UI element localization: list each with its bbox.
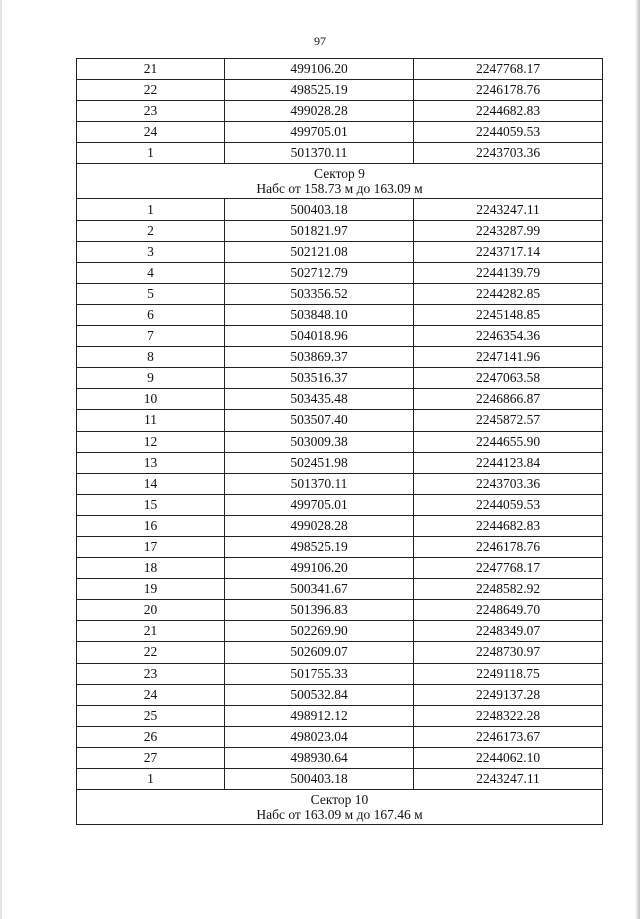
x-coordinate-cell: 501396.83 <box>225 600 414 621</box>
x-coordinate-cell: 502451.98 <box>225 452 414 473</box>
table-row <box>77 431 603 452</box>
point-number-cell: 20 <box>77 600 225 621</box>
point-number-cell: 21 <box>77 59 225 80</box>
table-row <box>77 747 603 768</box>
sector-9-header <box>77 164 603 199</box>
table-row <box>77 663 603 684</box>
y-coordinate-cell: 2244059.53 <box>414 122 603 143</box>
point-number-cell: 10 <box>77 389 225 410</box>
y-coordinate-cell: 2248582.92 <box>414 579 603 600</box>
table-row <box>77 304 603 325</box>
table-row <box>77 515 603 536</box>
x-coordinate-cell: 503848.10 <box>225 304 414 325</box>
table-row <box>77 368 603 389</box>
sector-10-title: Сектор 10 <box>310 792 369 808</box>
y-coordinate-cell: 2245148.85 <box>414 304 603 325</box>
table-row <box>77 101 603 122</box>
point-number-cell: 4 <box>77 262 225 283</box>
x-coordinate-cell: 498912.12 <box>225 705 414 726</box>
point-number-cell: 24 <box>77 122 225 143</box>
y-coordinate-cell: 2247768.17 <box>414 558 603 579</box>
table-row <box>77 494 603 515</box>
point-number-cell: 21 <box>77 621 225 642</box>
x-coordinate-cell: 503009.38 <box>225 431 414 452</box>
x-coordinate-cell: 499705.01 <box>225 494 414 515</box>
point-number-cell: 1 <box>77 143 225 164</box>
x-coordinate-cell: 498023.04 <box>225 726 414 747</box>
x-coordinate-cell: 503516.37 <box>225 368 414 389</box>
point-number-cell: 6 <box>77 304 225 325</box>
y-coordinate-cell: 2249137.28 <box>414 684 603 705</box>
table-row <box>77 220 603 241</box>
table-row <box>77 684 603 705</box>
y-coordinate-cell: 2243287.99 <box>414 220 603 241</box>
point-number-cell: 7 <box>77 326 225 347</box>
y-coordinate-cell: 2246866.87 <box>414 389 603 410</box>
x-coordinate-cell: 498930.64 <box>225 747 414 768</box>
y-coordinate-cell: 2246173.67 <box>414 726 603 747</box>
y-coordinate-cell: 2246354.36 <box>414 326 603 347</box>
x-coordinate-cell: 503356.52 <box>225 283 414 304</box>
point-number-cell: 22 <box>77 80 225 101</box>
table-row <box>77 726 603 747</box>
x-coordinate-cell: 500403.18 <box>225 769 414 790</box>
table-row <box>77 579 603 600</box>
x-coordinate-cell: 503435.48 <box>225 389 414 410</box>
point-number-cell: 27 <box>77 747 225 768</box>
y-coordinate-cell: 2248730.97 <box>414 642 603 663</box>
y-coordinate-cell: 2244282.85 <box>414 283 603 304</box>
point-number-cell: 12 <box>77 431 225 452</box>
y-coordinate-cell: 2244123.84 <box>414 452 603 473</box>
point-number-cell: 13 <box>77 452 225 473</box>
point-number-cell: 11 <box>77 410 225 431</box>
sector-10-header-cell <box>77 790 603 825</box>
x-coordinate-cell: 502609.07 <box>225 642 414 663</box>
point-number-cell: 1 <box>77 199 225 220</box>
x-coordinate-cell: 504018.96 <box>225 326 414 347</box>
x-coordinate-cell: 500341.67 <box>225 579 414 600</box>
y-coordinate-cell: 2246178.76 <box>414 536 603 557</box>
table-row <box>77 769 603 790</box>
table-row <box>77 347 603 368</box>
x-coordinate-cell: 501370.11 <box>225 143 414 164</box>
point-number-cell: 15 <box>77 494 225 515</box>
point-number-cell: 18 <box>77 558 225 579</box>
table-row <box>77 122 603 143</box>
x-coordinate-cell: 502269.90 <box>225 621 414 642</box>
table-row <box>77 536 603 557</box>
x-coordinate-cell: 498525.19 <box>225 80 414 101</box>
table-row <box>77 199 603 220</box>
table-row <box>77 80 603 101</box>
x-coordinate-cell: 503507.40 <box>225 410 414 431</box>
point-number-cell: 22 <box>77 642 225 663</box>
x-coordinate-cell: 501370.11 <box>225 473 414 494</box>
point-number-cell: 26 <box>77 726 225 747</box>
point-number-cell: 5 <box>77 283 225 304</box>
point-number-cell: 14 <box>77 473 225 494</box>
table-row <box>77 389 603 410</box>
sector-10-range: Набс от 163.09 м до 167.46 м <box>256 807 423 823</box>
y-coordinate-cell: 2244682.83 <box>414 101 603 122</box>
y-coordinate-cell: 2247768.17 <box>414 59 603 80</box>
point-number-cell: 25 <box>77 705 225 726</box>
table-row <box>77 59 603 80</box>
y-coordinate-cell: 2249118.75 <box>414 663 603 684</box>
table-row <box>77 143 603 164</box>
x-coordinate-cell: 500403.18 <box>225 199 414 220</box>
table-row <box>77 705 603 726</box>
y-coordinate-cell: 2244062.10 <box>414 747 603 768</box>
sector-9-title: Сектор 9 <box>314 166 365 182</box>
sector-9-range: Набс от 158.73 м до 163.09 м <box>256 181 423 197</box>
point-number-cell: 24 <box>77 684 225 705</box>
coordinates-table <box>76 58 603 825</box>
x-coordinate-cell: 499705.01 <box>225 122 414 143</box>
point-number-cell: 2 <box>77 220 225 241</box>
sector-9-header-cell <box>77 164 603 199</box>
y-coordinate-cell: 2244655.90 <box>414 431 603 452</box>
point-number-cell: 23 <box>77 663 225 684</box>
table-section-sector-9 <box>77 199 603 790</box>
point-number-cell: 1 <box>77 769 225 790</box>
scan-edge-right <box>635 0 640 919</box>
point-number-cell: 3 <box>77 241 225 262</box>
x-coordinate-cell: 499106.20 <box>225 59 414 80</box>
y-coordinate-cell: 2246178.76 <box>414 80 603 101</box>
y-coordinate-cell: 2243703.36 <box>414 143 603 164</box>
y-coordinate-cell: 2247141.96 <box>414 347 603 368</box>
y-coordinate-cell: 2245872.57 <box>414 410 603 431</box>
y-coordinate-cell: 2243247.11 <box>414 199 603 220</box>
x-coordinate-cell: 500532.84 <box>225 684 414 705</box>
point-number-cell: 23 <box>77 101 225 122</box>
scan-edge-left <box>0 0 2 919</box>
y-coordinate-cell: 2248322.28 <box>414 705 603 726</box>
sector-9-header-section <box>77 164 603 199</box>
table-row <box>77 262 603 283</box>
table-row <box>77 241 603 262</box>
page-number: 97 <box>314 34 326 48</box>
y-coordinate-cell: 2243703.36 <box>414 473 603 494</box>
table-row <box>77 473 603 494</box>
y-coordinate-cell: 2244139.79 <box>414 262 603 283</box>
sector-10-header-section <box>77 790 603 825</box>
table-row <box>77 558 603 579</box>
y-coordinate-cell: 2244682.83 <box>414 515 603 536</box>
y-coordinate-cell: 2243717.14 <box>414 241 603 262</box>
x-coordinate-cell: 498525.19 <box>225 536 414 557</box>
table-row <box>77 600 603 621</box>
table-row <box>77 283 603 304</box>
x-coordinate-cell: 501821.97 <box>225 220 414 241</box>
y-coordinate-cell: 2247063.58 <box>414 368 603 389</box>
point-number-cell: 8 <box>77 347 225 368</box>
x-coordinate-cell: 501755.33 <box>225 663 414 684</box>
table-row <box>77 642 603 663</box>
table-row <box>77 621 603 642</box>
x-coordinate-cell: 499028.28 <box>225 101 414 122</box>
sector-10-header <box>77 790 603 825</box>
x-coordinate-cell: 499106.20 <box>225 558 414 579</box>
point-number-cell: 17 <box>77 536 225 557</box>
y-coordinate-cell: 2243247.11 <box>414 769 603 790</box>
point-number-cell: 16 <box>77 515 225 536</box>
x-coordinate-cell: 503869.37 <box>225 347 414 368</box>
x-coordinate-cell: 502712.79 <box>225 262 414 283</box>
x-coordinate-cell: 502121.08 <box>225 241 414 262</box>
y-coordinate-cell: 2248649.70 <box>414 600 603 621</box>
y-coordinate-cell: 2244059.53 <box>414 494 603 515</box>
table-row <box>77 410 603 431</box>
table-row <box>77 326 603 347</box>
y-coordinate-cell: 2248349.07 <box>414 621 603 642</box>
table-row <box>77 452 603 473</box>
point-number-cell: 9 <box>77 368 225 389</box>
point-number-cell: 19 <box>77 579 225 600</box>
table-section-top <box>77 59 603 164</box>
x-coordinate-cell: 499028.28 <box>225 515 414 536</box>
